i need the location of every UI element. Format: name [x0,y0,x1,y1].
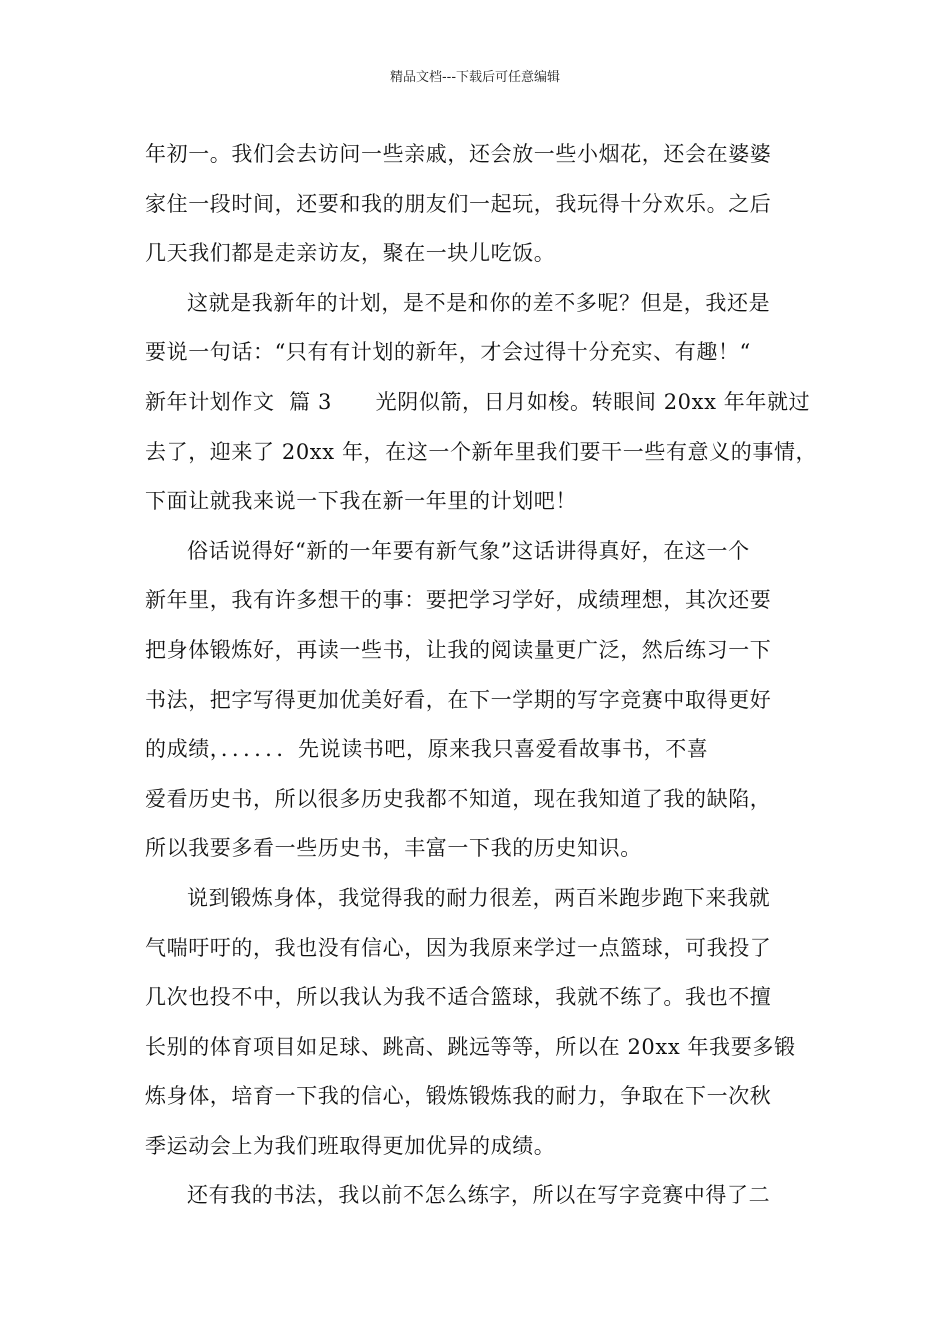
text-line: 爱看历史书，所以很多历史我都不知道，现在我知道了我的缺陷， [145,786,772,811]
paragraph-start-line: 这就是我新年的计划，是不是和你的差不多呢？但是，我还是 [187,290,771,315]
paragraph-start-line: 说到锻炼身体，我觉得我的耐力很差，两百米跑步跑下来我就 [187,885,771,910]
text-line: 季运动会上为我们班取得更加优异的成绩。 [145,1133,556,1158]
text-line: 长别的体育项目如足球、跳高、跳远等等，所以在 20xx 年我要多锻 [145,1034,796,1059]
text-line: 去了，迎来了 20xx 年，在这一个新年里我们要干一些有意义的事情， [145,439,818,464]
text-line: 把身体锻炼好，再读一些书，让我的阅读量更广泛，然后练习一下 [145,637,772,662]
text-line: 几次也投不中，所以我认为我不适合篮球，我就不练了。我也不擅 [145,985,772,1010]
document-body [145,130,825,1221]
text-line: 气喘吁吁的，我也没有信心，因为我原来学过一点篮球，可我投了 [145,935,772,960]
text-line: 的成绩，．．．．．．先说读书吧，原来我只喜爱看故事书，不喜 [145,737,709,762]
text-line: 要说一句话：“只有有计划的新年，才会过得十分充实、有趣！“ [145,340,751,365]
text-line: 家住一段时间，还要和我的朋友们一起玩，我玩得十分欢乐。之后 [145,191,772,216]
paragraph-start-line: 还有我的书法，我以前不怎么练字，所以在写字竞赛中得了二 [187,1183,771,1208]
text-line: 炼身体，培育一下我的信心，锻炼锻炼我的耐力，争取在下一次秋 [145,1084,772,1109]
text-line: 所以我要多看一些历史书，丰富一下我的历史知识。 [145,836,642,861]
text-line: 年初一。我们会去访问一些亲戚，还会放一些小烟花，还会在婆婆 [145,142,772,166]
paragraph-start-line: 俗话说得好“新的一年要有新气象”这话讲得真好，在这一个 [187,538,750,563]
text-line: 几天我们都是走亲访友，聚在一块儿吃饭。 [145,241,556,266]
text-line: 新年里，我有许多想干的事：要把学习学好，成绩理想，其次还要 [145,588,772,613]
page-header: 精品文档---下载后可任意编辑 [389,70,561,85]
text-line: 下面让就我来说一下我在新一年里的计划吧！ [145,489,577,514]
text-line: 书法，把字写得更加优美好看，在下一学期的写字竞赛中取得更好 [145,687,772,712]
section-heading-line: 新年计划作文 篇 3 光阴似箭，日月如梭。转眼间 20xx 年年就过 [145,389,811,414]
